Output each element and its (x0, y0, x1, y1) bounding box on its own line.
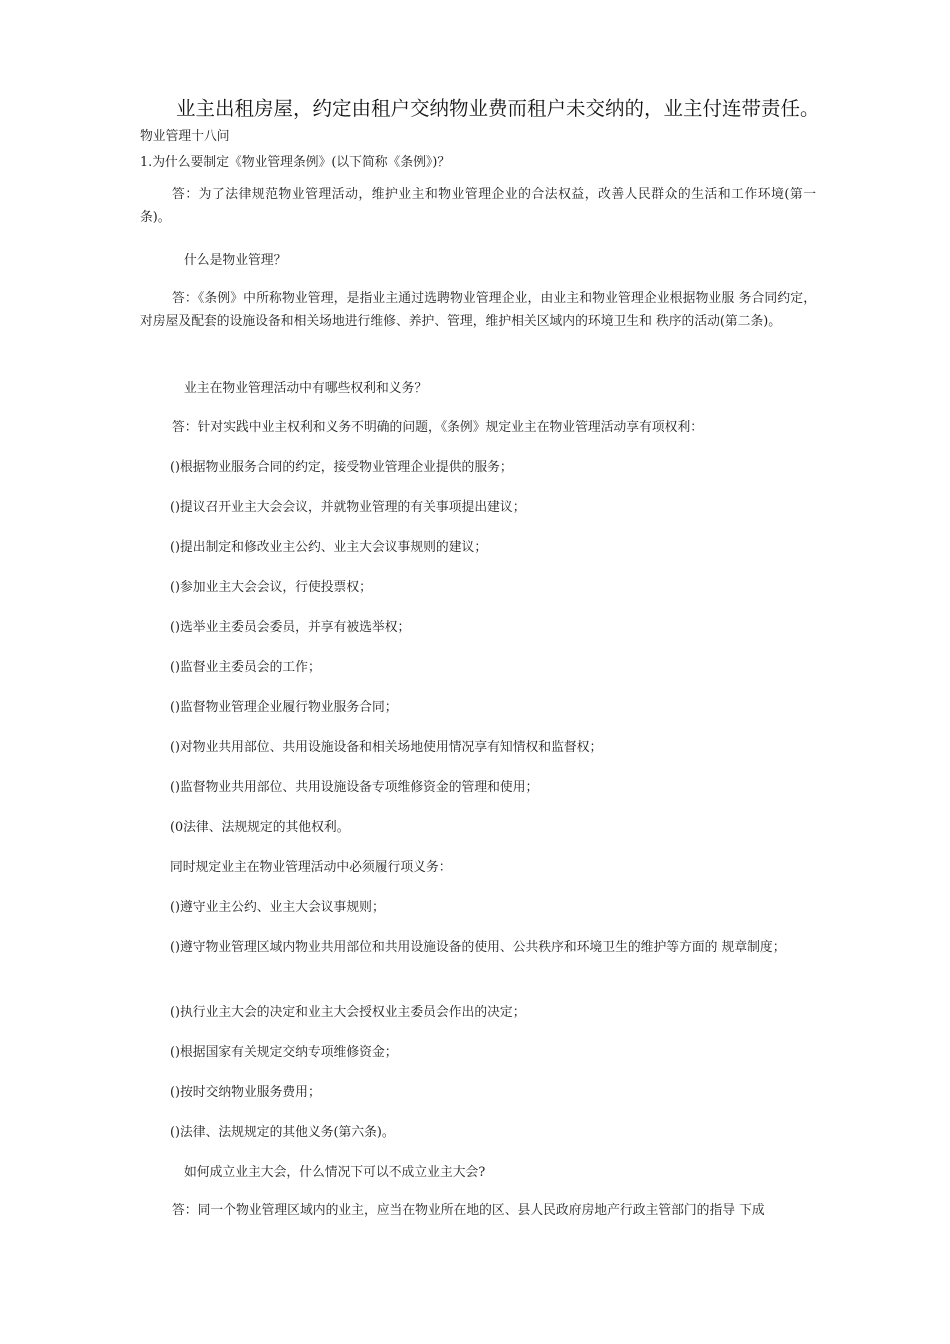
right-item-10: (0法律、法规规定的其他权利。 (170, 820, 350, 835)
right-item-5: ()选举业主委员会委员，并享有被选举权； (170, 620, 411, 635)
right-item-3: ()提出制定和修改业主公约、业主大会议事规则的建议； (170, 540, 488, 555)
question-3: 业主在物业管理活动中有哪些权利和义务？ (184, 381, 428, 396)
question-2: 什么是物业管理？ (184, 253, 287, 268)
duty-item-6: ()法律、法规规定的其他义务(第六条)。 (170, 1125, 395, 1140)
duty-item-4: ()根据国家有关规定交纳专项维修资金； (170, 1045, 398, 1060)
right-item-8: ()对物业共用部位、共用设施设备和相关场地使用情况享有知情权和监督权； (170, 740, 603, 755)
duty-item-3: ()执行业主大会的决定和业主大会授权业主委员会作出的决定； (170, 1005, 526, 1020)
right-item-6: ()监督业主委员会的工作； (170, 660, 321, 675)
right-item-2: ()提议召开业主大会会议，并就物业管理的有关事项提出建议； (170, 500, 526, 515)
answer-1: 答：为了法律规范物业管理活动，维护业主和物业管理企业的合法权益，改善人民群众的生活和工作环境(第一条)。 (140, 187, 816, 225)
answer-2: 答：《条例》中所称物业管理，是指业主通过选聘物业管理企业，由业主和物业管理企业根据物业服 务合同约定，对房屋及配套的设施设备和相关场地进行维修、养护、管理，维护相关区域内的环境卫生和 秩序的活动(第二条)。 (140, 291, 816, 329)
answer-3-intro: 答：针对实践中业主权利和义务不明确的问题，《条例》规定业主在物业管理活动享有项权利： (172, 420, 704, 435)
headline: 业主出租房屋，约定由租户交纳物业费而租户未交纳的，业主付连带责任。 (176, 97, 820, 120)
duty-item-2: ()遵守物业管理区域内物业共用部位和共用设施设备的使用、公共秩序和环境卫生的维护等方面的 规章制度； (170, 940, 786, 955)
right-item-1: ()根据物业服务合同的约定，接受物业管理企业提供的服务； (170, 460, 513, 475)
question-1: 1.为什么要制定《物业管理条例》(以下简称《条例》)？ (140, 155, 451, 170)
right-item-9: ()监督物业共用部位、共用设施设备专项维修资金的管理和使用； (170, 780, 539, 795)
duty-item-5: ()按时交纳物业服务费用； (170, 1085, 321, 1100)
section-title: 物业管理十八问 (140, 129, 230, 144)
right-item-7: ()监督物业管理企业履行物业服务合同； (170, 700, 398, 715)
duty-item-1: ()遵守业主公约、业主大会议事规则； (170, 900, 385, 915)
question-4: 如何成立业主大会，什么情况下可以不成立业主大会? (184, 1165, 486, 1180)
duties-intro: 同时规定业主在物业管理活动中必须履行项义务： (170, 860, 452, 875)
answer-4: 答：同一个物业管理区域内的业主，应当在物业所在地的区、县人民政府房地产行政主管部门的指导 下成 (172, 1203, 765, 1218)
right-item-4: ()参加业主大会会议，行使投票权； (170, 580, 372, 595)
